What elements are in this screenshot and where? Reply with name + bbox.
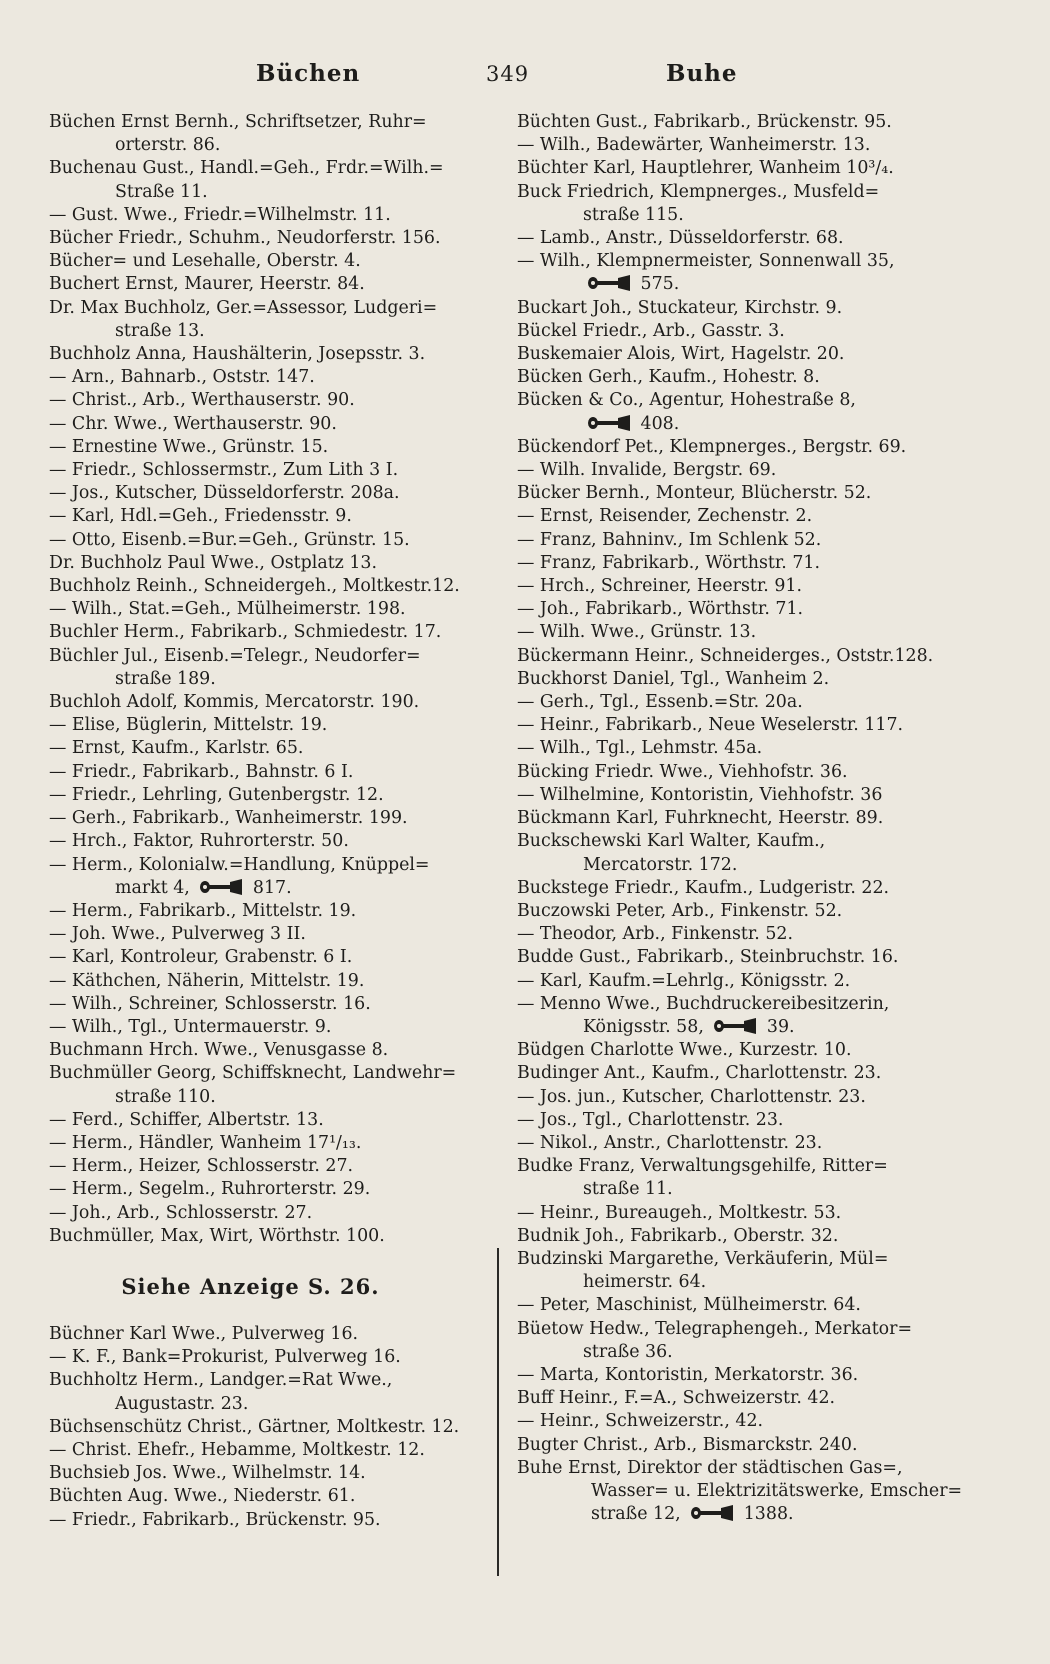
- entry-line: Bücking Friedr. Wwe., Viehhofstr. 36.: [517, 761, 848, 782]
- directory-entry: [49, 761, 492, 784]
- page-number: 349: [486, 62, 530, 86]
- directory-entry: [49, 366, 492, 389]
- entry-line: Büetow Hedw., Telegraphengeh., Merkator=: [517, 1318, 913, 1339]
- directory-entry: [517, 320, 960, 343]
- directory-entry: [517, 1387, 960, 1410]
- entry-line: Buchholtz Herm., Landger.=Rat Wwe.,: [49, 1370, 393, 1391]
- directory-entry: [517, 1039, 960, 1062]
- entry-line: Buckhorst Daniel, Tgl., Wanheim 2.: [517, 668, 830, 689]
- entry-line: — Herm., Heizer, Schlosserstr. 27.: [49, 1156, 354, 1177]
- entry-line: — Joh. Wwe., Pulverweg 3 II.: [49, 924, 306, 945]
- telephone-icon: [199, 879, 243, 895]
- directory-entry: [49, 389, 492, 412]
- directory-entry: [49, 1109, 492, 1132]
- entry-line: — Franz, Fabrikarb., Wörthstr. 71.: [517, 552, 820, 573]
- entry-line: — Arn., Bahnarb., Oststr. 147.: [49, 367, 315, 388]
- entry-line: Buckschewski Karl Walter, Kaufm.,: [517, 831, 826, 852]
- directory-entry: [517, 552, 960, 575]
- entry-line: — Ernst, Kaufm., Karlstr. 65.: [49, 738, 304, 759]
- directory-entry: [49, 1178, 492, 1201]
- directory-entry: [49, 436, 492, 459]
- entry-line: Buchert Ernst, Maurer, Heerstr. 84.: [49, 274, 365, 295]
- directory-entry: [49, 691, 492, 714]
- entry-continuation: Königsstr. 58, 39.: [583, 1016, 795, 1037]
- entry-continuation: straße 12, 1388.: [591, 1504, 794, 1525]
- directory-entry: [49, 737, 492, 760]
- entry-continuation: Mercatorstr. 172.: [583, 854, 738, 875]
- directory-entry: [49, 1509, 492, 1532]
- entry-line: — Gerh., Fabrikarb., Wanheimerstr. 199.: [49, 808, 408, 829]
- directory-entry: [517, 923, 960, 946]
- column-divider: [497, 1248, 499, 1576]
- entry-line: — Wilh. Invalide, Bergstr. 69.: [517, 460, 777, 481]
- entry-line: — Heinr., Fabrikarb., Neue Weselerstr. 117.: [517, 715, 904, 736]
- directory-entry: [517, 691, 960, 714]
- directory-entry: [49, 598, 492, 621]
- telephone-icon: [587, 415, 631, 431]
- directory-entry: [49, 784, 492, 807]
- directory-entry: [49, 273, 492, 296]
- running-head-right: Buhe: [666, 60, 738, 87]
- entry-line: — Käthchen, Näherin, Mittelstr. 19.: [49, 970, 365, 991]
- directory-entry: [517, 1202, 960, 1225]
- entry-continuation: straße 11.: [583, 1179, 673, 1200]
- entry-continuation: 575.: [517, 273, 960, 296]
- entry-continuation: orterstr. 86.: [115, 135, 221, 156]
- directory-entry: [49, 830, 492, 853]
- entry-line: Budzinski Margarethe, Verkäuferin, Mül=: [517, 1248, 889, 1269]
- directory-entry: [517, 1318, 960, 1364]
- directory-entry: [49, 1062, 492, 1108]
- entry-line: Bücken Gerh., Kaufm., Hohestr. 8.: [517, 367, 820, 388]
- directory-entry: [517, 389, 960, 435]
- entry-line: Buff Heinr., F.=A., Schweizerstr. 42.: [517, 1388, 836, 1409]
- directory-entry: [49, 343, 492, 366]
- entry-line: — Lamb., Anstr., Düsseldorferstr. 68.: [517, 228, 844, 249]
- directory-entry: [49, 714, 492, 737]
- directory-entry: [49, 250, 492, 273]
- directory-entry: [49, 621, 492, 644]
- entry-continuation: straße 13.: [115, 320, 205, 341]
- directory-entry: [49, 505, 492, 528]
- directory-entry: [517, 1086, 960, 1109]
- running-head-left: Büchen: [256, 60, 361, 87]
- directory-entry: [49, 993, 492, 1016]
- entry-line: — Christ. Ehefr., Hebamme, Moltkestr. 12.: [49, 1439, 425, 1460]
- telephone-icon: [690, 1505, 734, 1521]
- entry-line: — Herm., Fabrikarb., Mittelstr. 19.: [49, 900, 357, 921]
- entry-line: Bückel Friedr., Arb., Gasstr. 3.: [517, 320, 785, 341]
- directory-entry: [517, 1132, 960, 1155]
- directory-entry: [517, 784, 960, 807]
- directory-entry: [49, 1416, 492, 1439]
- directory-entry: [517, 993, 960, 1039]
- entry-line: — Wilh., Schreiner, Schlosserstr. 16.: [49, 993, 371, 1014]
- directory-entry: [49, 1155, 492, 1178]
- directory-entry: [517, 1364, 960, 1387]
- entry-line: — Jos. jun., Kutscher, Charlottenstr. 23.: [517, 1086, 866, 1107]
- directory-entry: [49, 413, 492, 436]
- entry-line: Buckart Joh., Stuckateur, Kirchstr. 9.: [517, 297, 843, 318]
- entry-line: Buchmüller, Max, Wirt, Wörthstr. 100.: [49, 1225, 385, 1246]
- entry-line: — Ferd., Schiffer, Albertstr. 13.: [49, 1109, 324, 1130]
- entry-continuation: Straße 11.: [115, 181, 208, 202]
- entry-line: Buchholz Reinh., Schneidergeh., Moltkestr.12.: [49, 576, 460, 597]
- directory-entry: [517, 181, 960, 227]
- directory-entry: [49, 575, 492, 598]
- entry-line: — Friedr., Schlossermstr., Zum Lith 3 I.: [49, 460, 399, 481]
- directory-entry: [517, 598, 960, 621]
- entry-line: — Gerh., Tgl., Essenb.=Str. 20a.: [517, 692, 803, 713]
- entry-line: — Franz, Bahninv., Im Schlenk 52.: [517, 529, 822, 550]
- entry-continuation: straße 110.: [115, 1086, 216, 1107]
- directory-entry: [517, 505, 960, 528]
- directory-entry: [517, 1225, 960, 1248]
- entry-line: — Gust. Wwe., Friedr.=Wilhelmstr. 11.: [49, 204, 391, 225]
- entry-line: Buchler Herm., Fabrikarb., Schmiedestr. 17.: [49, 622, 442, 643]
- entry-line: Bücken & Co., Agentur, Hohestraße 8,: [517, 390, 856, 411]
- entry-line: Buchloh Adolf, Kommis, Mercatorstr. 190.: [49, 692, 420, 713]
- entry-line: Büchner Karl Wwe., Pulverweg 16.: [49, 1323, 359, 1344]
- entry-line: — Wilh., Badewärter, Wanheimerstr. 13.: [517, 135, 871, 156]
- entry-continuation: markt 4, 817.: [115, 877, 292, 898]
- entry-line: Büchsenschütz Christ., Gärtner, Moltkestr. 12.: [49, 1416, 460, 1437]
- directory-entry: [517, 946, 960, 969]
- entry-line: — Friedr., Fabrikarb., Brückenstr. 95.: [49, 1509, 381, 1530]
- entry-line: — Herm., Händler, Wanheim 17¹/₁₃.: [49, 1132, 362, 1153]
- entry-continuation: straße 36.: [583, 1341, 673, 1362]
- entry-continuation: heimerstr. 64.: [583, 1272, 707, 1293]
- entry-line: Dr. Max Buchholz, Ger.=Assessor, Ludgeri=: [49, 297, 438, 318]
- directory-entry: [49, 1016, 492, 1039]
- directory-entry: [517, 1434, 960, 1457]
- directory-entry: [49, 1439, 492, 1462]
- entry-line: Budnik Joh., Fabrikarb., Oberstr. 32.: [517, 1225, 839, 1246]
- directory-entry: [49, 1462, 492, 1485]
- entry-line: — Karl, Kontroleur, Grabenstr. 6 I.: [49, 947, 353, 968]
- entry-line: Budinger Ant., Kaufm., Charlottenstr. 23.: [517, 1063, 882, 1084]
- entry-line: Büchen Ernst Bernh., Schriftsetzer, Ruhr=: [49, 112, 427, 132]
- entry-line: Büdgen Charlotte Wwe., Kurzestr. 10.: [517, 1040, 852, 1061]
- directory-entry: [49, 854, 492, 900]
- entry-line: — Chr. Wwe., Werthauserstr. 90.: [49, 413, 337, 434]
- entry-line: — Friedr., Fabrikarb., Bahnstr. 6 I.: [49, 761, 354, 782]
- entry-line: — Wilh., Tgl., Lehmstr. 45a.: [517, 738, 763, 759]
- entry-line: Bücker Bernh., Monteur, Blücherstr. 52.: [517, 483, 872, 504]
- directory-entry: [49, 1225, 492, 1248]
- directory-entry: [517, 227, 960, 250]
- directory-entry: [517, 621, 960, 644]
- directory-entry: [517, 459, 960, 482]
- entry-line: — Elise, Büglerin, Mittelstr. 19.: [49, 715, 328, 736]
- entry-line: — Christ., Arb., Werthauserstr. 90.: [49, 390, 355, 411]
- directory-entry: [49, 970, 492, 993]
- entry-line: Budke Franz, Verwaltungsgehilfe, Ritter=: [517, 1156, 888, 1177]
- directory-entry: [517, 1155, 960, 1201]
- entry-line: — Friedr., Lehrling, Gutenbergstr. 12.: [49, 784, 384, 805]
- entry-line: Buchmüller Georg, Schiffsknecht, Landwehr=: [49, 1063, 457, 1084]
- directory-entry: [517, 1109, 960, 1132]
- entry-line: — Theodor, Arb., Finkenstr. 52.: [517, 924, 794, 945]
- entry-line: — Peter, Maschinist, Mülheimerstr. 64.: [517, 1295, 861, 1316]
- directory-entry: [49, 482, 492, 505]
- directory-entry: [517, 482, 960, 505]
- directory-entry: [517, 900, 960, 923]
- directory-entry: [517, 366, 960, 389]
- entry-line: Bugter Christ., Arb., Bismarckstr. 240.: [517, 1434, 858, 1455]
- directory-entry: [517, 250, 960, 296]
- entry-line: Büchten Gust., Fabrikarb., Brückenstr. 95.: [517, 112, 892, 132]
- directory-entry: [49, 157, 492, 203]
- directory-entry: [517, 1062, 960, 1085]
- directory-entry: [517, 343, 960, 366]
- right-column: [517, 111, 963, 1526]
- entry-line: Bückermann Heinr., Schneiderges., Oststr.128.: [517, 645, 934, 666]
- directory-entry: [517, 668, 960, 691]
- entry-line: — Otto, Eisenb.=Bur.=Geh., Grünstr. 15.: [49, 529, 410, 550]
- directory-entry: [49, 1323, 492, 1346]
- entry-line: — Karl, Hdl.=Geh., Friedensstr. 9.: [49, 506, 352, 527]
- entry-line: Buck Friedrich, Klempnerges., Musfeld=: [517, 181, 880, 202]
- entry-line: Buchenau Gust., Handl.=Geh., Frdr.=Wilh.=: [49, 158, 444, 179]
- entry-line: Buckstege Friedr., Kaufm., Ludgeristr. 22.: [517, 877, 890, 898]
- entry-line: — Joh., Arb., Schlosserstr. 27.: [49, 1202, 313, 1223]
- right-entries: [517, 111, 963, 1526]
- directory-entry: [49, 946, 492, 969]
- entry-line: — Herm., Kolonialw.=Handlung, Knüppel=: [49, 854, 430, 875]
- directory-entry: [517, 1410, 960, 1433]
- directory-entry: [49, 1202, 492, 1225]
- entry-line: Buskemaier Alois, Wirt, Hagelstr. 20.: [517, 344, 845, 365]
- advertisement-notice: Siehe Anzeige S. 26.: [121, 1273, 380, 1299]
- entry-line: Büchler Jul., Eisenb.=Telegr., Neudorfer=: [49, 645, 421, 666]
- entry-line: Buchholz Anna, Haushälterin, Josepsstr. 3.: [49, 344, 426, 365]
- telephone-icon: [587, 275, 631, 291]
- directory-entry: [49, 459, 492, 482]
- entry-continuation: Augustastr. 23.: [115, 1393, 249, 1414]
- entry-line: Bücher Friedr., Schuhm., Neudorferstr. 156.: [49, 228, 441, 249]
- entry-line: — Herm., Segelm., Ruhrorterstr. 29.: [49, 1179, 371, 1200]
- directory-entry: [517, 1248, 960, 1294]
- directory-entry: [49, 900, 492, 923]
- entry-line: Bücher= und Lesehalle, Oberstr. 4.: [49, 251, 361, 272]
- entry-line: Bückendorf Pet., Klempnerges., Bergstr. 69.: [517, 436, 907, 457]
- entry-line: — Wilhelmine, Kontoristin, Viehhofstr. 36: [517, 784, 883, 805]
- directory-entry: [49, 1039, 492, 1062]
- entry-line: — Karl, Kaufm.=Lehrlg., Königsstr. 2.: [517, 970, 851, 991]
- directory-entry: [517, 529, 960, 552]
- directory-entry: [49, 529, 492, 552]
- entry-line: — Hrch., Schreiner, Heerstr. 91.: [517, 576, 802, 597]
- entry-line: — Jos., Tgl., Charlottenstr. 23.: [517, 1109, 784, 1130]
- entry-continuation: straße 189.: [115, 668, 216, 689]
- entry-line: — Wilh. Wwe., Grünstr. 13.: [517, 622, 757, 643]
- entry-line: Dr. Buchholz Paul Wwe., Ostplatz 13.: [49, 552, 378, 573]
- directory-entry: [517, 297, 960, 320]
- entry-line: Bückmann Karl, Fuhrknecht, Heerstr. 89.: [517, 808, 884, 829]
- entry-line: Buczowski Peter, Arb., Finkenstr. 52.: [517, 900, 843, 921]
- directory-entry: [49, 923, 492, 946]
- entry-line: Büchten Aug. Wwe., Niederstr. 61.: [49, 1486, 356, 1507]
- entry-line: — Menno Wwe., Buchdruckereibesitzerin,: [517, 993, 890, 1014]
- directory-entry: [517, 737, 960, 760]
- directory-entry: [517, 714, 960, 737]
- directory-entry: [49, 807, 492, 830]
- entry-line: — Nikol., Anstr., Charlottenstr. 23.: [517, 1132, 823, 1153]
- directory-entry: [517, 645, 960, 668]
- directory-entry: [49, 1346, 492, 1369]
- entry-line: — Hrch., Faktor, Ruhrorterstr. 50.: [49, 831, 349, 852]
- directory-entry: [517, 1457, 963, 1527]
- entry-continuation: Wasser= u. Elektrizitätswerke, Emscher=: [591, 1480, 963, 1501]
- telephone-icon: [713, 1018, 757, 1034]
- entry-line: — Heinr., Bureaugeh., Moltkestr. 53.: [517, 1202, 842, 1223]
- entry-line: — Joh., Fabrikarb., Wörthstr. 71.: [517, 599, 804, 620]
- entry-line: — Heinr., Schweizerstr., 42.: [517, 1411, 764, 1432]
- entry-line: Buchmann Hrch. Wwe., Venusgasse 8.: [49, 1040, 389, 1061]
- entry-line: Büchter Karl, Hauptlehrer, Wanheim 10³/₄.: [517, 158, 894, 179]
- entry-line: — Jos., Kutscher, Düsseldorferstr. 208a.: [49, 483, 400, 504]
- directory-entry: [49, 1485, 492, 1508]
- entry-line: — Marta, Kontoristin, Merkatorstr. 36.: [517, 1364, 859, 1385]
- entry-line: Buhe Ernst, Direktor der städtischen Gas=,: [517, 1457, 903, 1478]
- directory-entry: [49, 552, 492, 575]
- entry-continuation: straße 115.: [583, 204, 684, 225]
- directory-entry: [49, 1132, 492, 1155]
- entry-line: Buchsieb Jos. Wwe., Wilhelmstr. 14.: [49, 1463, 366, 1484]
- entry-line: — Wilh., Stat.=Geh., Mülheimerstr. 198.: [49, 599, 406, 620]
- directory-entry: [517, 1294, 960, 1317]
- directory-entry: [49, 645, 492, 691]
- directory-entry: [517, 807, 960, 830]
- directory-entry: [49, 111, 492, 157]
- directory-entry: [517, 436, 960, 459]
- directory-entry: [517, 877, 960, 900]
- entry-line: — Ernst, Reisender, Zechenstr. 2.: [517, 506, 813, 527]
- entry-line: — Wilh., Tgl., Untermauerstr. 9.: [49, 1016, 332, 1037]
- directory-entry: [517, 575, 960, 598]
- left-entries-after-notice: [49, 1323, 492, 1532]
- entry-line: — Wilh., Klempnermeister, Sonnenwall 35,: [517, 251, 895, 272]
- entry-continuation: 408.: [517, 413, 960, 436]
- directory-entry: [517, 970, 960, 993]
- directory-entry: [517, 761, 960, 784]
- entry-line: — K. F., Bank=Prokurist, Pulverweg 16.: [49, 1347, 401, 1368]
- entry-line: — Ernestine Wwe., Grünstr. 15.: [49, 436, 329, 457]
- directory-entry: [49, 297, 492, 343]
- entry-line: Budde Gust., Fabrikarb., Steinbruchstr. 16.: [517, 947, 899, 968]
- directory-entry: [517, 134, 960, 157]
- directory-entry: [517, 830, 960, 876]
- directory-entry: [517, 157, 960, 180]
- directory-entry: [517, 111, 960, 134]
- directory-entry: [49, 204, 492, 227]
- directory-entry: [49, 227, 492, 250]
- left-column: [49, 111, 492, 1532]
- left-entries: [49, 111, 492, 1248]
- directory-entry: [49, 1369, 492, 1415]
